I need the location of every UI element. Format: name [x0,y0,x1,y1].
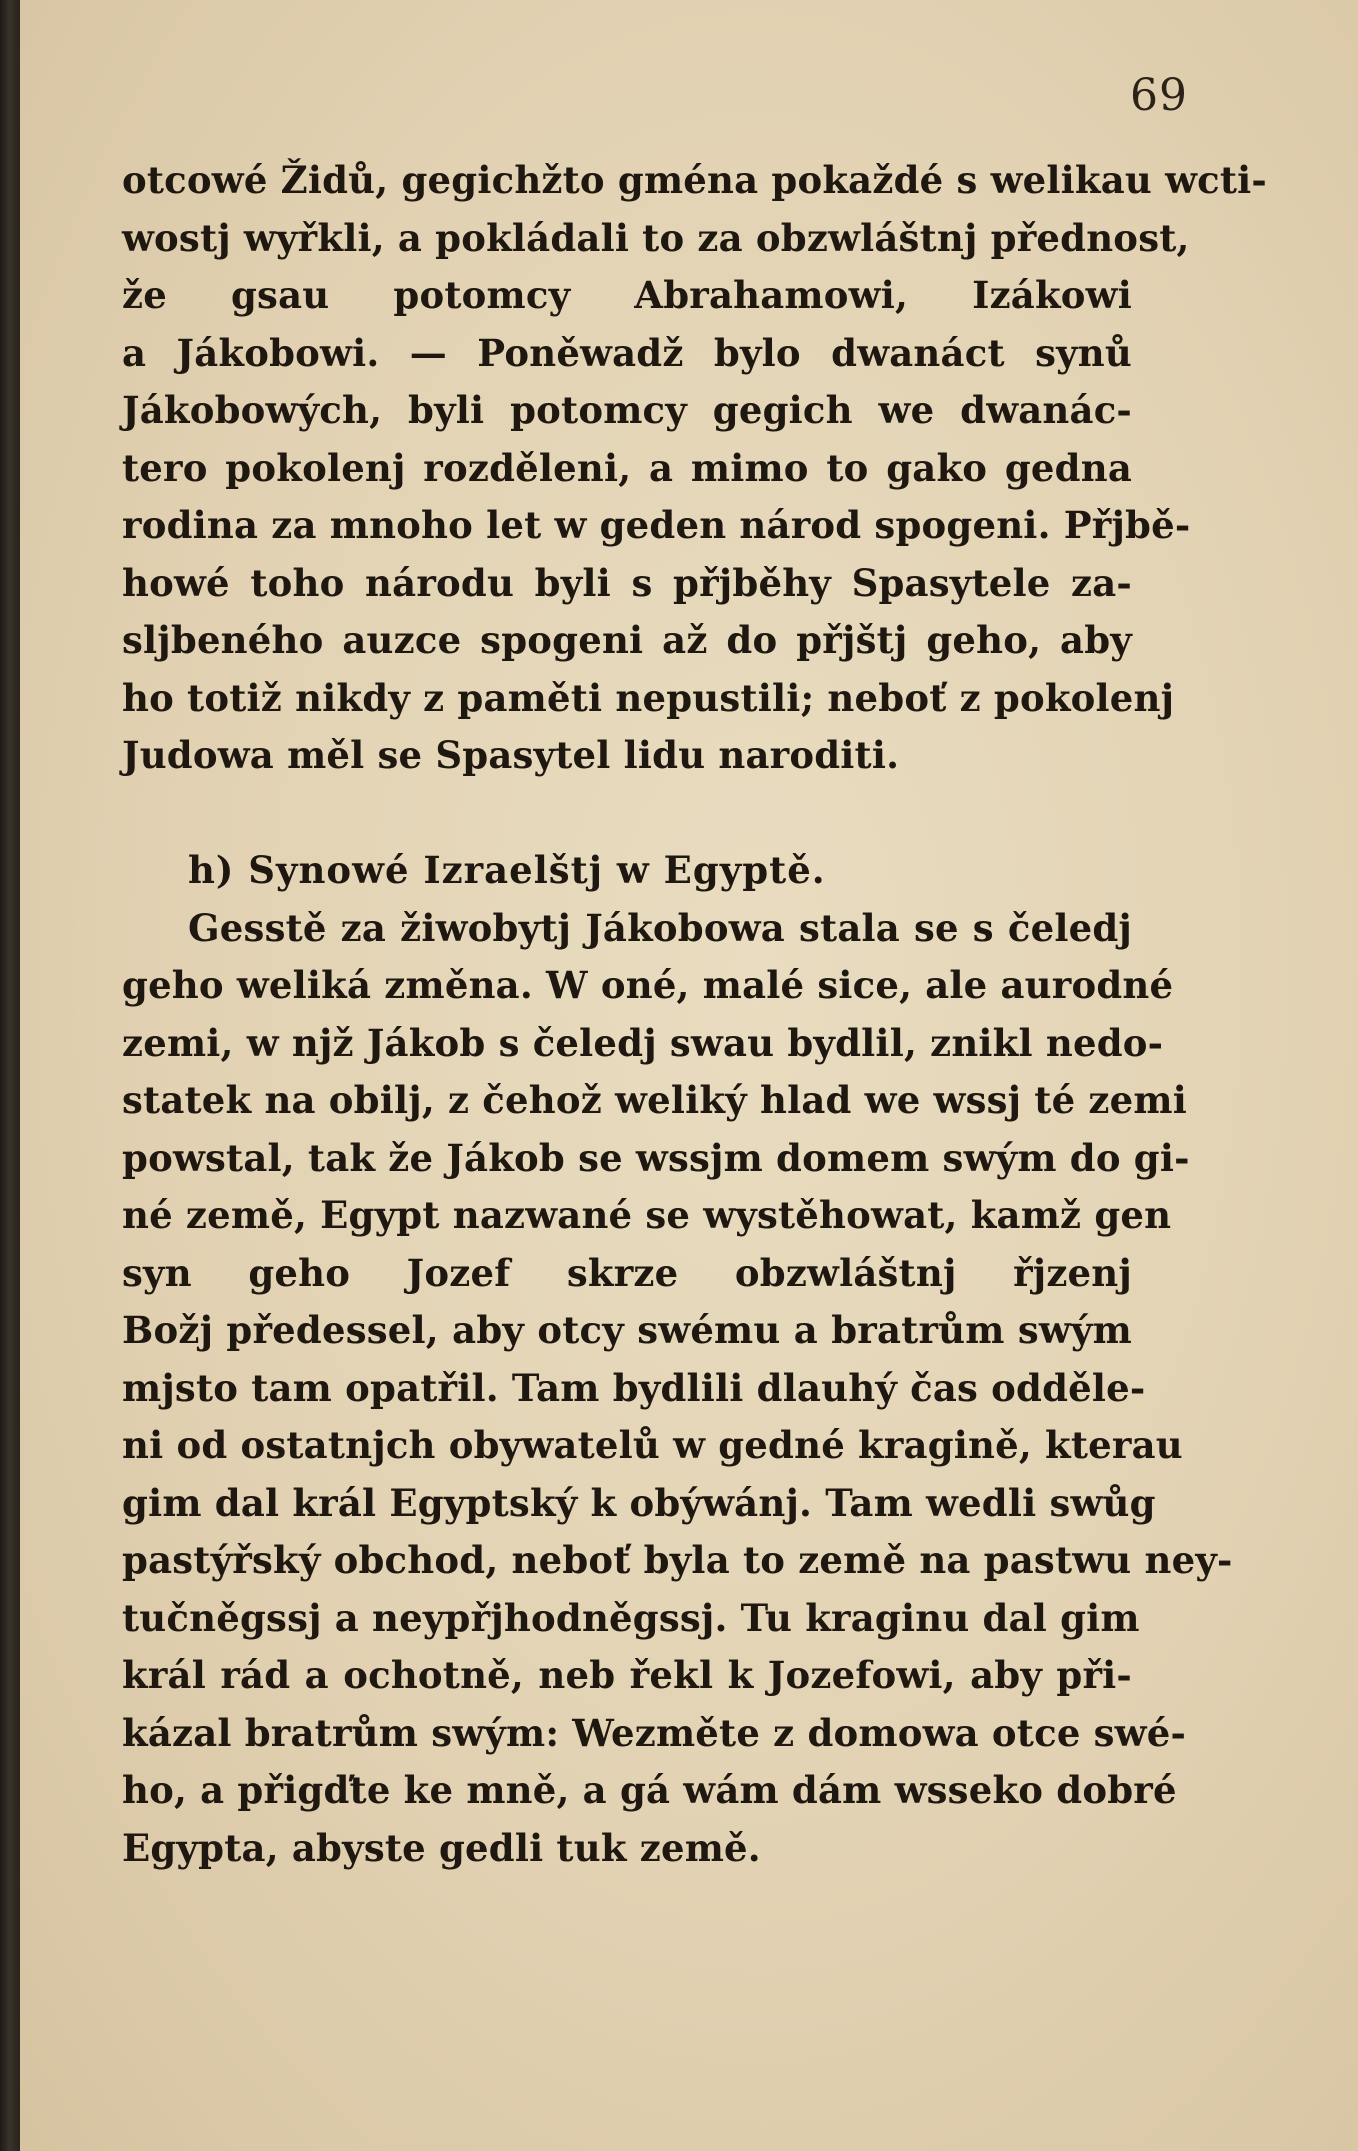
text-line: Jákobowých, byli potomcy gegich we dwanác- [122,388,1132,432]
section-heading: h) Synowé Izraelštj w Egyptě. [188,848,826,892]
text-line: Judowa měl se Spasytel lidu naroditi. [122,733,900,777]
text-line: že gsau potomcy Abrahamowi, Izákowi [122,273,1132,317]
page-number: 69 [1130,70,1188,121]
text-line: král rád a ochotně, neb řekl k Jozefowi, aby při- [122,1653,1132,1697]
text-line: geho weliká změna. W oné, malé sice, ale aurodné [122,963,1174,1007]
text-line: powstal, tak že Jákob se wssjm domem swým do gi- [122,1135,1190,1180]
text-line: zemi, w njž Jákob s čeledj swau bydlil, znikl nedo- [122,1020,1164,1065]
text-line: tero pokolenj rozděleni, a mimo to gako gedna [122,445,1132,490]
text-line: né země, Egypt nazwané se wystěhowat, kamž gen [122,1193,1172,1237]
text-line: howé toho národu byli s přjběhy Spasytele za- [122,560,1132,605]
text-line: syn geho Jozef skrze obzwláštnj řjzenj [122,1250,1132,1295]
text-line: kázal bratrům swým: Wezměte z domowa otce swé- [122,1710,1187,1755]
body-text [122,152,1267,1877]
text-line: wostj wyřkli, a pokládali to za obzwláštnj přednost, [122,215,1190,260]
text-line: sljbeného auzce spogeni až do přjštj geho, aby [122,618,1132,662]
text-line: Egypta, abyste gedli tuk země. [122,1825,761,1870]
text-line: ho, a přigďte ke mně, a gá wám dám wsseko dobré [122,1768,1177,1812]
text-line: Božj předessel, aby otcy swému a bratrům swým [122,1308,1132,1352]
binding-edge [8,0,10,2151]
text-line: pastýřský obchod, neboť byla to země na pastwu ney- [122,1538,1233,1582]
text-line: otcowé Židů, gegichžto gména pokaždé s welikau wcti- [122,158,1267,202]
text-line: gim dal král Egyptský k obýwánj. Tam wedli swůg [122,1480,1156,1525]
text-line: mjsto tam opatřil. Tam bydlili dlauhý čas odděle- [122,1365,1146,1410]
text-line: ho totiž nikdy z paměti nepustili; neboť z pokolenj [122,675,1175,720]
text-line: rodina za mnoho let w geden národ spogeni. Přjbě- [122,503,1191,547]
text-line: Gesstě za žiwobytj Jákobowa stala se s čeledj [188,905,1132,950]
text-line: tučněgssj a neypřjhodněgssj. Tu kraginu dal gim [122,1595,1140,1640]
text-line: ni od ostatnjch obywatelů w gedné kragině, kterau [122,1423,1183,1467]
text-line: statek na obilj, z čehož weliký hlad we wssj té zemi [122,1078,1187,1122]
text-line: a Jákobowi. — Poněwadž bylo dwanáct synů [122,330,1132,375]
blank-line [122,785,1132,843]
book-page [20,0,1358,2151]
